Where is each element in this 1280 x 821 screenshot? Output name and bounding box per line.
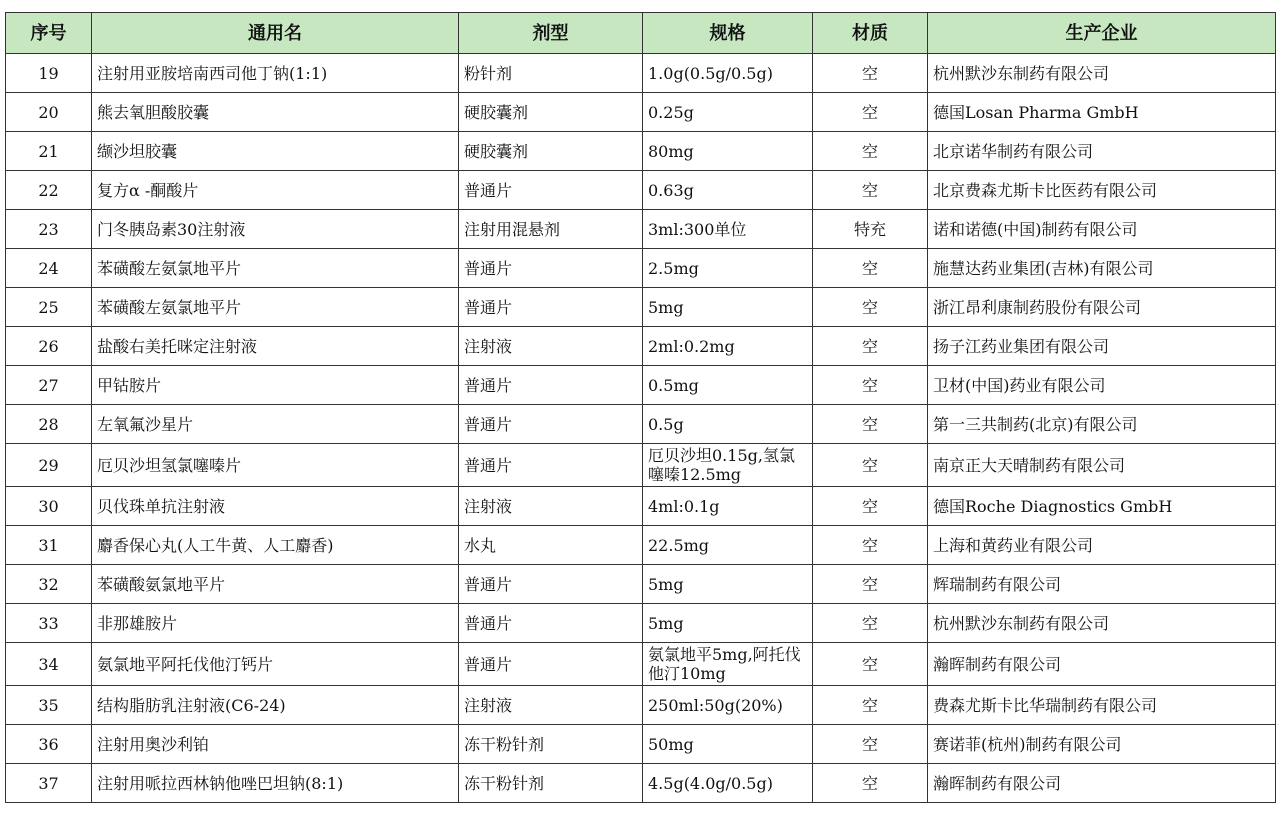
cell-dosage-form: 普通片: [459, 366, 643, 405]
cell-dosage-form: 冻干粉针剂: [459, 764, 643, 803]
cell-specification: 厄贝沙坦0.15g,氢氯噻嗪12.5mg: [643, 444, 813, 487]
cell-dosage-form: 注射液: [459, 686, 643, 725]
cell-material: 空: [813, 764, 928, 803]
cell-specification: 3ml:300单位: [643, 210, 813, 249]
table-row: [6, 686, 1276, 725]
cell-dosage-form: 注射液: [459, 327, 643, 366]
cell-generic-name: 注射用亚胺培南西司他丁钠(1:1): [92, 54, 459, 93]
cell-specification: 5mg: [643, 288, 813, 327]
table-row: [6, 526, 1276, 565]
cell-material: 空: [813, 686, 928, 725]
cell-material: 特充: [813, 210, 928, 249]
cell-dosage-form: 普通片: [459, 171, 643, 210]
cell-manufacturer: 上海和黄药业有限公司: [928, 526, 1276, 565]
cell-generic-name: 缬沙坦胶囊: [92, 132, 459, 171]
cell-dosage-form: 普通片: [459, 444, 643, 487]
cell-generic-name: 苯磺酸左氨氯地平片: [92, 288, 459, 327]
cell-specification: 0.63g: [643, 171, 813, 210]
cell-material: 空: [813, 643, 928, 686]
cell-material: 空: [813, 327, 928, 366]
cell-dosage-form: 注射用混悬剂: [459, 210, 643, 249]
cell-index: 31: [6, 526, 92, 565]
header-material: 材质: [813, 13, 928, 54]
table-row: [6, 210, 1276, 249]
cell-generic-name: 苯磺酸左氨氯地平片: [92, 249, 459, 288]
cell-index: 23: [6, 210, 92, 249]
table-row: [6, 604, 1276, 643]
header-dosage-form: 剂型: [459, 13, 643, 54]
cell-dosage-form: 普通片: [459, 643, 643, 686]
cell-manufacturer: 浙江昂利康制药股份有限公司: [928, 288, 1276, 327]
cell-index: 24: [6, 249, 92, 288]
cell-specification: 80mg: [643, 132, 813, 171]
table-row: [6, 444, 1276, 487]
cell-generic-name: 贝伐珠单抗注射液: [92, 487, 459, 526]
cell-dosage-form: 普通片: [459, 288, 643, 327]
table-row: [6, 249, 1276, 288]
table-row: [6, 487, 1276, 526]
cell-generic-name: 注射用哌拉西林钠他唑巴坦钠(8:1): [92, 764, 459, 803]
cell-dosage-form: 普通片: [459, 565, 643, 604]
cell-generic-name: 左氧氟沙星片: [92, 405, 459, 444]
cell-dosage-form: 冻干粉针剂: [459, 725, 643, 764]
cell-material: 空: [813, 93, 928, 132]
cell-index: 21: [6, 132, 92, 171]
table-row: [6, 565, 1276, 604]
header-index: 序号: [6, 13, 92, 54]
cell-manufacturer: 第一三共制药(北京)有限公司: [928, 405, 1276, 444]
cell-manufacturer: 德国Losan Pharma GmbH: [928, 93, 1276, 132]
cell-index: 37: [6, 764, 92, 803]
cell-dosage-form: 普通片: [459, 249, 643, 288]
cell-generic-name: 非那雄胺片: [92, 604, 459, 643]
cell-manufacturer: 德国Roche Diagnostics GmbH: [928, 487, 1276, 526]
cell-index: 32: [6, 565, 92, 604]
cell-dosage-form: 水丸: [459, 526, 643, 565]
cell-generic-name: 复方α -酮酸片: [92, 171, 459, 210]
cell-specification: 0.25g: [643, 93, 813, 132]
cell-manufacturer: 扬子江药业集团有限公司: [928, 327, 1276, 366]
cell-material: 空: [813, 405, 928, 444]
cell-specification: 氨氯地平5mg,阿托伐他汀10mg: [643, 643, 813, 686]
cell-material: 空: [813, 54, 928, 93]
cell-dosage-form: 硬胶囊剂: [459, 132, 643, 171]
cell-material: 空: [813, 288, 928, 327]
cell-manufacturer: 赛诺菲(杭州)制药有限公司: [928, 725, 1276, 764]
cell-material: 空: [813, 249, 928, 288]
cell-index: 28: [6, 405, 92, 444]
cell-manufacturer: 瀚晖制药有限公司: [928, 643, 1276, 686]
cell-manufacturer: 杭州默沙东制药有限公司: [928, 604, 1276, 643]
cell-manufacturer: 杭州默沙东制药有限公司: [928, 54, 1276, 93]
table-body: [6, 54, 1276, 803]
cell-manufacturer: 费森尤斯卡比华瑞制药有限公司: [928, 686, 1276, 725]
cell-generic-name: 结构脂肪乳注射液(C6-24): [92, 686, 459, 725]
cell-material: 空: [813, 132, 928, 171]
cell-generic-name: 麝香保心丸(人工牛黄、人工麝香): [92, 526, 459, 565]
cell-material: 空: [813, 366, 928, 405]
header-specification: 规格: [643, 13, 813, 54]
drug-list-table: [5, 12, 1276, 803]
table-header: [6, 13, 1276, 54]
cell-index: 29: [6, 444, 92, 487]
cell-index: 33: [6, 604, 92, 643]
cell-index: 20: [6, 93, 92, 132]
cell-manufacturer: 北京费森尤斯卡比医药有限公司: [928, 171, 1276, 210]
cell-specification: 5mg: [643, 604, 813, 643]
table-row: [6, 643, 1276, 686]
cell-manufacturer: 北京诺华制药有限公司: [928, 132, 1276, 171]
cell-manufacturer: 卫材(中国)药业有限公司: [928, 366, 1276, 405]
cell-index: 22: [6, 171, 92, 210]
cell-manufacturer: 辉瑞制药有限公司: [928, 565, 1276, 604]
cell-material: 空: [813, 171, 928, 210]
cell-manufacturer: 瀚晖制药有限公司: [928, 764, 1276, 803]
cell-generic-name: 氨氯地平阿托伐他汀钙片: [92, 643, 459, 686]
cell-generic-name: 苯磺酸氨氯地平片: [92, 565, 459, 604]
cell-generic-name: 盐酸右美托咪定注射液: [92, 327, 459, 366]
cell-specification: 1.0g(0.5g/0.5g): [643, 54, 813, 93]
cell-specification: 4ml:0.1g: [643, 487, 813, 526]
cell-specification: 22.5mg: [643, 526, 813, 565]
cell-dosage-form: 粉针剂: [459, 54, 643, 93]
table-row: [6, 54, 1276, 93]
header-generic-name: 通用名: [92, 13, 459, 54]
cell-manufacturer: 诺和诺德(中国)制药有限公司: [928, 210, 1276, 249]
cell-dosage-form: 注射液: [459, 487, 643, 526]
cell-index: 26: [6, 327, 92, 366]
cell-specification: 0.5g: [643, 405, 813, 444]
cell-dosage-form: 硬胶囊剂: [459, 93, 643, 132]
cell-index: 19: [6, 54, 92, 93]
cell-dosage-form: 普通片: [459, 405, 643, 444]
cell-generic-name: 门冬胰岛素30注射液: [92, 210, 459, 249]
table-row: [6, 93, 1276, 132]
cell-material: 空: [813, 487, 928, 526]
cell-specification: 2ml:0.2mg: [643, 327, 813, 366]
cell-material: 空: [813, 526, 928, 565]
table-row: [6, 171, 1276, 210]
cell-index: 34: [6, 643, 92, 686]
cell-specification: 50mg: [643, 725, 813, 764]
cell-generic-name: 厄贝沙坦氢氯噻嗪片: [92, 444, 459, 487]
header-row: [6, 13, 1276, 54]
cell-manufacturer: 南京正大天晴制药有限公司: [928, 444, 1276, 487]
table-row: [6, 725, 1276, 764]
cell-dosage-form: 普通片: [459, 604, 643, 643]
cell-index: 35: [6, 686, 92, 725]
table-row: [6, 366, 1276, 405]
cell-specification: 250ml:50g(20%): [643, 686, 813, 725]
cell-index: 25: [6, 288, 92, 327]
cell-specification: 5mg: [643, 565, 813, 604]
header-manufacturer: 生产企业: [928, 13, 1276, 54]
table-row: [6, 132, 1276, 171]
cell-specification: 4.5g(4.0g/0.5g): [643, 764, 813, 803]
cell-manufacturer: 施慧达药业集团(吉林)有限公司: [928, 249, 1276, 288]
cell-material: 空: [813, 565, 928, 604]
cell-generic-name: 甲钴胺片: [92, 366, 459, 405]
table-row: [6, 288, 1276, 327]
table-row: [6, 764, 1276, 803]
cell-material: 空: [813, 604, 928, 643]
cell-index: 30: [6, 487, 92, 526]
cell-generic-name: 熊去氧胆酸胶囊: [92, 93, 459, 132]
cell-generic-name: 注射用奥沙利铂: [92, 725, 459, 764]
table-row: [6, 405, 1276, 444]
cell-specification: 2.5mg: [643, 249, 813, 288]
cell-specification: 0.5mg: [643, 366, 813, 405]
cell-material: 空: [813, 725, 928, 764]
cell-index: 36: [6, 725, 92, 764]
cell-index: 27: [6, 366, 92, 405]
table-row: [6, 327, 1276, 366]
cell-material: 空: [813, 444, 928, 487]
